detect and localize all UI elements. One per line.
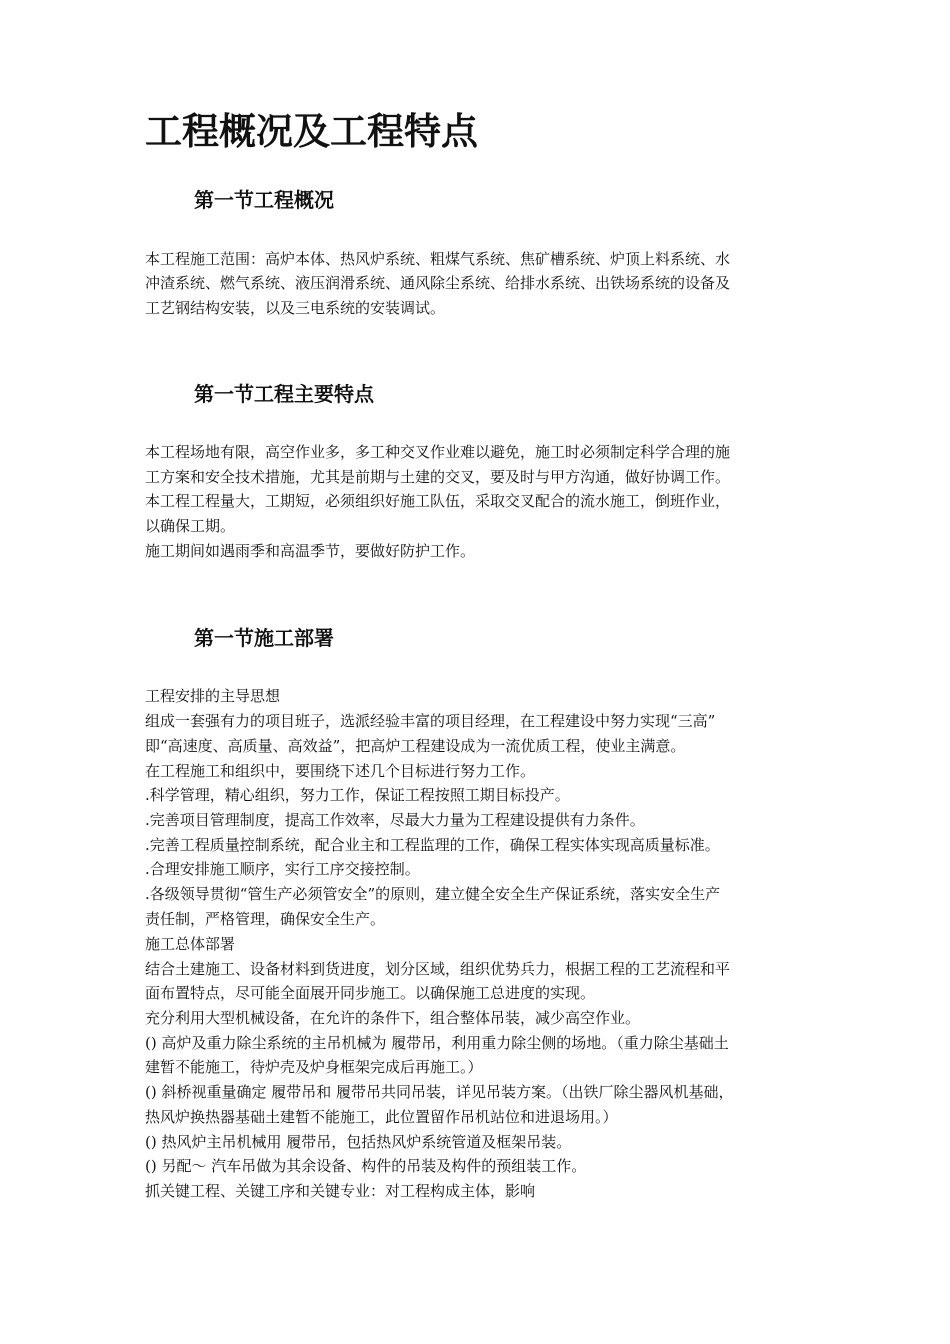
section-heading-overview: 第一节工程概况 (194, 188, 334, 212)
paragraph-line: 冲渣系统、燃气系统、液压润滑系统、通风除尘系统、给排水系统、出铁场系统的设备及 (145, 274, 731, 292)
section-heading-deployment: 第一节施工部署 (194, 626, 334, 650)
document-title: 工程概况及工程特点 (145, 109, 478, 153)
paragraph-line: () 斜桥视重量确定 履带吊和 履带吊共同吊装，详见吊装方案。（出铁厂除尘器风机基础， (145, 1083, 734, 1101)
paragraph-line: 热风炉换热器基础土建暂不能施工，此位置留作吊机站位和进退场用。） (145, 1108, 618, 1126)
paragraph-line: () 热风炉主吊机械用 履带吊，包括热风炉系统管道及框架吊装。 (145, 1133, 572, 1151)
paragraph-line: () 另配～ 汽车吊做为其余设备、构件的吊装及构件的预组装工作。 (145, 1157, 587, 1175)
paragraph-line: 施工期间如遇雨季和高温季节，要做好防护工作。 (145, 542, 476, 560)
paragraph-line: 面布置特点，尽可能全面展开同步施工。以确保施工总进度的实现。 (145, 984, 596, 1002)
paragraph-line: 建暂不能施工，待炉壳及炉身框架完成后再施工。） (145, 1058, 483, 1076)
paragraph-line: 工艺钢结构安装，以及三电系统的安装调试。 (145, 299, 446, 317)
paragraph-line: 本工程施工范围：高炉本体、热风炉系统、粗煤气系统、焦矿槽系统、炉顶上料系统、水 (145, 250, 731, 268)
paragraph-line: 本工程工程量大，工期短，必须组织好施工队伍，采取交叉配合的流水施工，倒班作业， (145, 492, 731, 510)
paragraph-line: 工程安排的主导思想 (145, 687, 281, 705)
paragraph-line: .科学管理，精心组织，努力工作，保证工程按照工期目标投产。 (145, 786, 570, 804)
paragraph-line: 充分利用大型机械设备，在允许的条件下，组合整体吊装，减少高空作业。 (145, 1009, 641, 1027)
paragraph-line: 抓关键工程、关键工序和关键专业：对工程构成主体，影响 (145, 1182, 536, 1200)
paragraph-line: 本工程场地有限，高空作业多，多工种交叉作业难以避免，施工时必须制定科学合理的施 (145, 443, 731, 461)
paragraph-line: 工方案和安全技术措施，尤其是前期与土建的交叉，要及时与甲方沟通，做好协调工作。 (145, 468, 731, 486)
paragraph-line: 结合土建施工、设备材料到货进度，划分区域，组织优势兵力，根据工程的工艺流程和平 (145, 960, 731, 978)
paragraph-line: 组成一套强有力的项目班子，选派经验丰富的项目经理，在工程建设中努力实现“三高” (145, 712, 716, 730)
paragraph-line: .完善项目管理制度，提高工作效率，尽最大力量为工程建设提供有力条件。 (145, 811, 645, 829)
paragraph-line: .完善工程质量控制系统，配合业主和工程监理的工作，确保工程实体实现高质量标准。 (145, 836, 720, 854)
paragraph-line: () 高炉及重力除尘系统的主吊机械为 履带吊，利用重力除尘侧的场地。（重力除尘基础土 (145, 1034, 729, 1052)
paragraph-line: 责任制，严格管理，确保安全生产。 (145, 910, 386, 928)
paragraph-line: .合理安排施工顺序，实行工序交接控制。 (145, 860, 420, 878)
section-heading-features: 第一节工程主要特点 (194, 382, 374, 406)
paragraph-line: 即“高速度、高质量、高效益”，把高炉工程建设成为一流优质工程，使业主满意。 (145, 737, 686, 755)
paragraph-line: .各级领导贯彻“管生产必须管安全”的原则，建立健全安全生产保证系统，落实安全生产 (145, 885, 721, 903)
paragraph-line: 在工程施工和组织中，要围绕下述几个目标进行努力工作。 (145, 762, 536, 780)
paragraph-line: 施工总体部署 (145, 935, 236, 953)
paragraph-line: 以确保工期。 (145, 517, 236, 535)
